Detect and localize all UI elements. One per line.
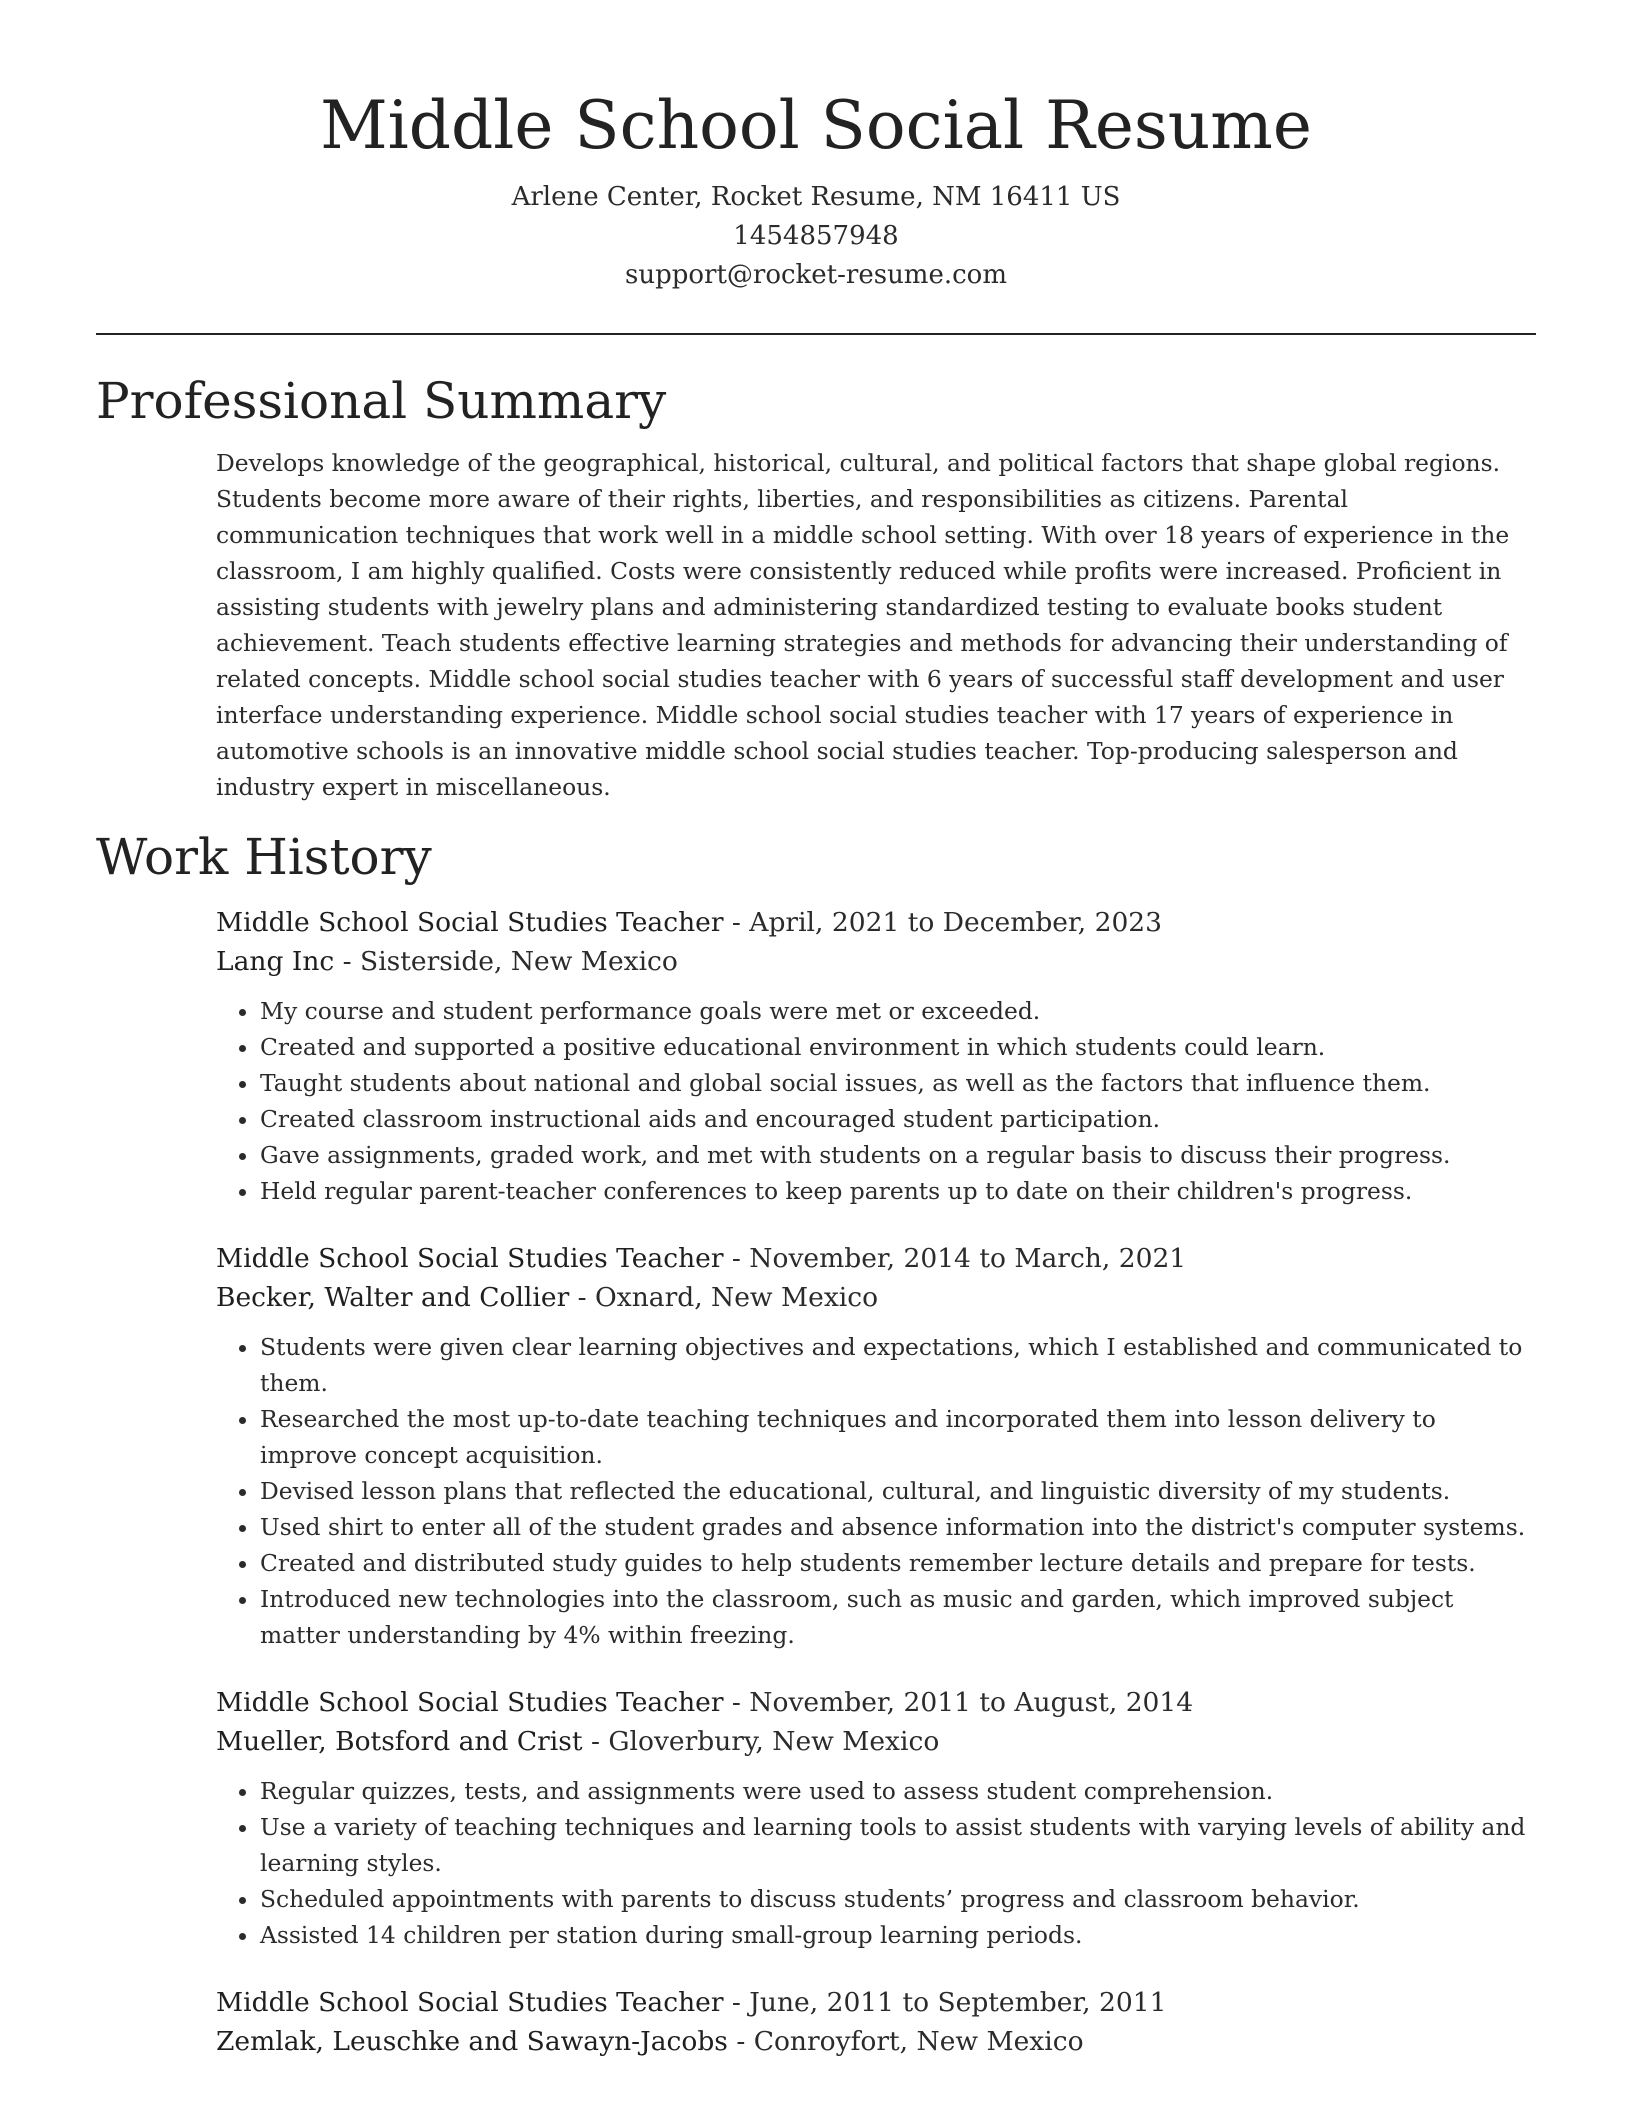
job-dates: - November, 2014 to March, 2021 — [723, 1243, 1187, 1274]
job-dates: - April, 2021 to December, 2023 — [723, 907, 1163, 938]
job-company-line — [216, 1278, 1536, 1317]
header-divider — [96, 333, 1536, 335]
job-company-line — [216, 2022, 1536, 2061]
job-title-line — [216, 1239, 1536, 1278]
job-entry — [216, 1239, 1536, 1653]
job-duty: • Created and distributed study guides to help students remember lecture details and prepare for tests. — [260, 1545, 1536, 1581]
job-duties — [216, 1329, 1536, 1653]
job-role: Middle School Social Studies Teacher — [216, 1687, 724, 1718]
job-title-line — [216, 1683, 1536, 1722]
job-title-line — [216, 1983, 1536, 2022]
phone-number: 1454857948 — [733, 221, 899, 251]
resume-page — [96, 0, 1536, 2061]
resume-title: Middle School Social Resume — [320, 87, 1312, 164]
job-duty: • Students were given clear learning objectives and expectations, which I established and communicated to them. — [260, 1329, 1536, 1401]
job-duties — [216, 1773, 1536, 1953]
job-company: Lang Inc — [216, 946, 335, 977]
job-company-line — [216, 1722, 1536, 1761]
job-duty: • Gave assignments, graded work, and met with students on a regular basis to discuss their progress. — [260, 1137, 1536, 1173]
work-history-heading: Work History — [96, 828, 432, 886]
contact-info — [96, 178, 1536, 295]
job-duty: • Assisted 14 children per station during small-group learning periods. — [260, 1917, 1536, 1953]
job-duty: • Introduced new technologies into the classroom, such as music and garden, which improved subject matter understanding by 4% within freezing. — [260, 1581, 1536, 1653]
job-company: Zemlak, Leuschke and Sawayn-Jacobs — [216, 2026, 728, 2057]
job-location: - Sisterside, New Mexico — [334, 946, 678, 977]
job-dates: - November, 2011 to August, 2014 — [723, 1687, 1194, 1718]
job-role: Middle School Social Studies Teacher — [216, 1987, 724, 2018]
resume-header — [96, 0, 1536, 295]
job-duty: • Devised lesson plans that reflected the educational, cultural, and linguistic diversity of my students. — [260, 1473, 1536, 1509]
job-duty: • Held regular parent-teacher conferences to keep parents up to date on their children's progress. — [260, 1173, 1536, 1209]
job-duty: • Used shirt to enter all of the student grades and absence information into the district's computer systems. — [260, 1509, 1536, 1545]
job-duty: • Taught students about national and global social issues, as well as the factors that influence them. — [260, 1065, 1536, 1101]
professional-summary-text: Develops knowledge of the geographical, historical, cultural, and political factors that shape global regions. Students become more aware of their rights, liberties, and responsibilities as citizens. Parental communication techniques that work well in a middle school setting. With over 18 years of experience in the classroom, I am highly qualified. Costs were consistently reduced while profits were increased. Proficient in assisting students with jewelry plans and administering standardized testing to evaluate books student achievement. Teach students effective learning strategies and methods for advancing their understanding of related concepts. Middle school social studies teacher with 6 years of successful staff development and user interface understanding experience. Middle school social studies teacher with 17 years of experience in automotive schools is an innovative middle school social studies teacher. Top-producing salesperson and industry expert in miscellaneous. — [216, 449, 1510, 801]
job-company: Becker, Walter and Collier — [216, 1282, 570, 1313]
job-role: Middle School Social Studies Teacher — [216, 907, 724, 938]
job-duty: • Scheduled appointments with parents to discuss students’ progress and classroom behavior. — [260, 1881, 1536, 1917]
job-location: - Oxnard, New Mexico — [569, 1282, 879, 1313]
job-title-line — [216, 903, 1536, 942]
job-location: - Conroyfort, New Mexico — [727, 2026, 1084, 2057]
job-role: Middle School Social Studies Teacher — [216, 1243, 724, 1274]
work-history-list — [216, 903, 1536, 2061]
job-entry — [216, 903, 1536, 1209]
job-duty: • Researched the most up-to-date teaching techniques and incorporated them into lesson delivery to improve concept acquisition. — [260, 1401, 1536, 1473]
job-location: - Gloverbury, New Mexico — [582, 1726, 940, 1757]
job-company: Mueller, Botsford and Crist — [216, 1726, 583, 1757]
job-duty: • Created classroom instructional aids and encouraged student participation. — [260, 1101, 1536, 1137]
job-entry — [216, 1683, 1536, 1953]
job-duties — [216, 993, 1536, 1209]
job-dates: - June, 2011 to September, 2011 — [723, 1987, 1167, 2018]
job-entry — [216, 1983, 1536, 2061]
professional-summary-heading: Professional Summary — [96, 372, 667, 430]
job-duty: • Created and supported a positive educational environment in which students could learn. — [260, 1029, 1536, 1065]
email-address: support@rocket-resume.com — [624, 260, 1007, 290]
job-duty: • Use a variety of teaching techniques and learning tools to assist students with varying levels of ability and learning styles. — [260, 1809, 1536, 1881]
address: Arlene Center, Rocket Resume, NM 16411 US — [511, 182, 1121, 212]
job-duty: • My course and student performance goals were met or exceeded. — [260, 993, 1536, 1029]
job-company-line — [216, 942, 1536, 981]
job-duty: • Regular quizzes, tests, and assignments were used to assess student comprehension. — [260, 1773, 1536, 1809]
